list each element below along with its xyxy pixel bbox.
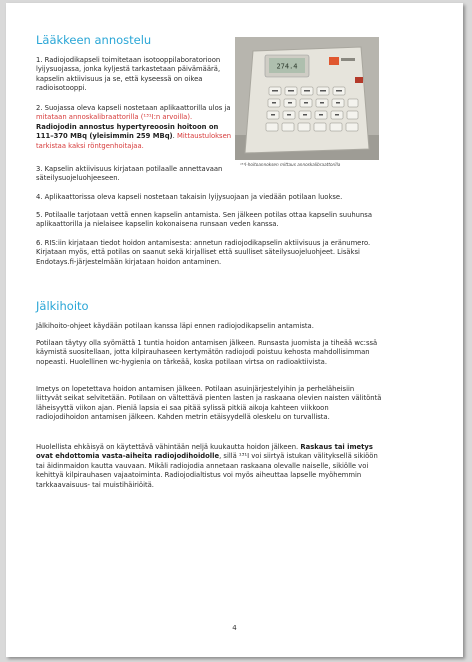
body-text: 4. Aplikaattorissa oleva kapseli nostetaan takaisin lyijysuojaan ja viedään potilaan luokse.	[36, 193, 343, 201]
body-text: 1. Radiojodikapseli toimitetaan isotooppilaboratorioon lyijysuojassa, jonka kyljestä tarkastetaan päivämäärä, kapselin aktiivisuus ja se, että kyseessä on oikea radioisotooppi.	[36, 56, 221, 93]
document-page	[6, 3, 463, 657]
page-number: 4	[232, 624, 237, 632]
body-text: 6. RIS:iin kirjataan tiedot hoidon antamisesta: annetun radiojodikapselin aktiivisuus ja eränumero. Kirjataan myös, että potilas on saanut sekä kirjalliset että suulliset säteilysuojeluohjeet. Lisäksi Endotays.fi-järjestelmään kirjataan hoidon antaminen.	[36, 239, 371, 266]
dosing-item-4	[36, 193, 382, 202]
dose-calibrator-illustration	[235, 37, 379, 160]
body-text: 3. Kapselin aktiivisuus kirjataan potilaalle annettavaan säteilysuojeluohjeeseen.	[36, 165, 223, 183]
aftercare-paragraph-4	[36, 443, 382, 490]
dosing-item-5	[36, 211, 382, 230]
dosing-item-3	[36, 165, 232, 184]
body-text: 2. Suojassa oleva kapseli nostetaan aplikaattorilla ulos ja	[36, 104, 231, 112]
body-text: Jälkihoito-ohjeet käydään potilaan kanssa läpi ennen radiojodikapselin antamista.	[36, 322, 314, 330]
body-text: Potilaan täytyy olla syömättä 1 tuntia hoidon antamisen jälkeen. Runsasta juomista ja tiheää wc:ssä käymistä suositellaan, jotta kilpirauhaseen kertymätön radiojodi poistuu kehosta mahdollisimman nopeasti. Huolellinen wc-hygienia on tärkeää, koska potilaan virtsa on radioaktiivista.	[36, 339, 378, 366]
dosing-item-6	[36, 239, 382, 267]
body-text: .	[172, 132, 177, 141]
highlight-text: Mittaustuloksen tarkistaa kaksi röntgenhoitajaa.	[36, 132, 232, 150]
body-text: , sillä ¹³¹I voi siirtyä istukan välityksellä sikiöön tai äidinmaidon kautta vauvaan. Mikäli radiojodia annetaan raskaana olevalle naiselle, sikiölle voi kehittyä kilpirauhasen vajaatoiminta. Radiojodialtistus voi myös aiheuttaa lapselle myöhemmin tarkkaavaisuus- tai muistihäiriöitä.	[36, 452, 378, 489]
bold-text: Raskaus tai imetys ovat ehdottomia vasta-aiheita radiojodihoidolle	[36, 443, 373, 461]
body-text: Huolellista ehkäisyä on käytettävä vähintään neljä kuukautta hoidon jälkeen.	[36, 443, 301, 451]
dosing-item-1	[36, 56, 230, 94]
section-title-dosing: Lääkkeen annostelu	[36, 33, 152, 47]
dose-calibrator-photo	[235, 37, 379, 160]
photo-caption: ¹³¹I-hoitoannoksen mittaus annoskalibraattorilla	[240, 162, 341, 167]
body-text: Imetys on lopetettava hoidon antamisen jälkeen. Potilaan asuinjärjestelyihin ja perheläheisiin liittyvät seikat selvitetään. Potilaan on vältettävä pienten lasten ja raskaana olevien naisten välitöntä läheisyyttä viikon ajan. Pieniä lapsia ei saa pitää sylissä pitkiä aikoja kahteen viikkoon radiojodihoidon antamisen jälkeen. Kahden metrin etäisyydellä oleskelu on turvallista.	[36, 385, 382, 422]
calibrator-display: 274.4	[276, 62, 298, 71]
aftercare-paragraph-2	[36, 339, 382, 367]
bold-text: Radiojodin annostus hypertyreoosin hoitoon on 111–370 MBq (yleisimmin 259 MBq)	[36, 122, 219, 141]
highlight-text: mitataan annoskalibraattorilla (¹³¹I:n arvoilla).	[36, 113, 193, 122]
aftercare-paragraph-1	[36, 322, 382, 331]
dosing-item-2	[36, 104, 232, 151]
body-text: 5. Potilaalle tarjotaan vettä ennen kapselin antamista. Sen jälkeen potilas ottaa kapselin suuhunsa aplikaattorilla ja nielaisee kapselin kokonaisena runsaan veden kanssa.	[36, 211, 373, 229]
aftercare-paragraph-3	[36, 385, 382, 423]
section-title-aftercare: Jälkihoito	[36, 299, 89, 313]
